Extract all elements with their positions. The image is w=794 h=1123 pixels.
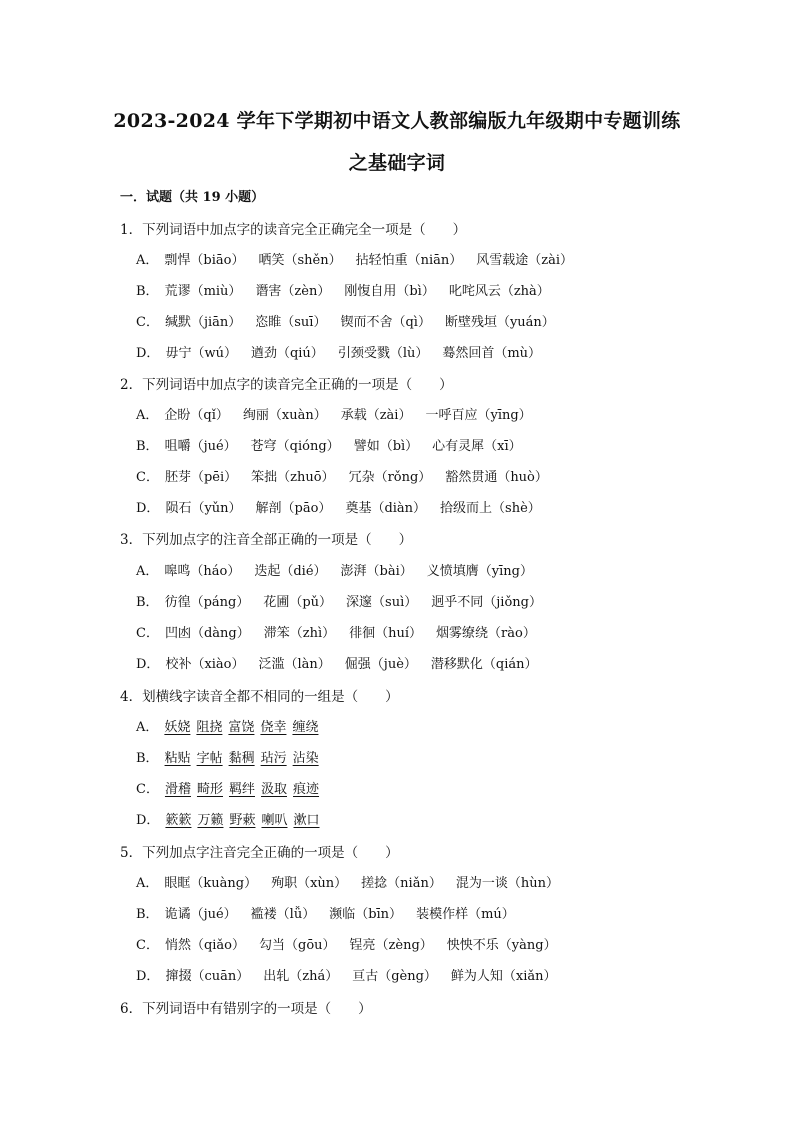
question-2-option-a: A． 企盼（qǐ） 绚丽（xuàn） 承载（zài） 一呼百应（yīng） xyxy=(136,408,532,423)
question-3-option-a: A． 嗥鸣（háo） 迭起（dié） 澎湃（bài） 义愤填膺（yīng） xyxy=(136,564,533,579)
question-4-option-c: C． 滑稽 畸形 羁绊 汲取 痕迹 xyxy=(136,782,320,797)
question-1-option-a: A． 剽悍（biāo） 哂笑（shěn） 拈轻怕重（niān） 风雪载途（zài） xyxy=(136,253,573,268)
question-3-option-c: C． 凹凼（dàng） 滞笨（zhì） 徘徊（huí） 烟雾缭绕（rào） xyxy=(136,626,536,641)
question-1-stem: 1．下列词语中加点字的读音完全正确完全一项是（ ） xyxy=(120,222,467,238)
question-1-option-b: B． 荒谬（miù） 谮害（zèn） 刚愎自用（bì） 叱咤风云（zhà） xyxy=(136,284,550,299)
question-1-option-c: C． 缄默（jiān） 恣睢（suī） 锲而不舍（qì） 断壁残垣（yuán） xyxy=(136,315,555,330)
question-4-option-b: B． 粘贴 字帖 黏稠 玷污 沾染 xyxy=(136,751,319,766)
section-heading: 一．试题（共 19 小题） xyxy=(120,190,265,205)
question-4-option-a: A． 妖娆 阻挠 富饶 侥幸 缠绕 xyxy=(136,720,319,735)
question-4-stem: 4．划横线字读音全都不相同的一组是（ ） xyxy=(120,689,399,705)
question-5-option-a: A． 眼眶（kuàng） 殉职（xùn） 搓捻（niǎn） 混为一谈（hùn） xyxy=(136,876,559,891)
question-2-option-b: B． 咀嚼（jué） 苍穹（qióng） 譬如（bì） 心有灵犀（xī） xyxy=(136,439,522,454)
question-5-option-c: C． 悄然（qiǎo） 勾当（gōu） 锃亮（zèng） 怏怏不乐（yàng） xyxy=(136,938,557,953)
question-2-option-d: D． 陨石（yǔn） 解剖（pāo） 奠基（diàn） 拾级而上（shè） xyxy=(136,501,541,516)
question-6-stem: 6．下列词语中有错别字的一项是（ ） xyxy=(120,1001,372,1017)
document-title-line2: 之基础字词 xyxy=(348,152,446,174)
question-5-option-d: D． 撺掇（cuān） 出轧（zhá） 亘古（gèng） 鲜为人知（xiǎn） xyxy=(136,969,557,984)
question-4-option-d: D． 簌簌 万籁 野蔌 喇叭 漱口 xyxy=(136,813,320,828)
question-2-stem: 2．下列词语中加点字的读音完全正确的一项是（ ） xyxy=(120,377,453,393)
question-2-option-c: C． 胚芽（pēi） 笨拙（zhuō） 冗杂（rǒng） 豁然贯通（huò） xyxy=(136,470,548,485)
question-3-stem: 3．下列加点字的注音全部正确的一项是（ ） xyxy=(120,532,413,548)
question-5-option-b: B． 诡谲（jué） 褴褛（lǚ） 濒临（bīn） 装模作样（mú） xyxy=(136,907,515,922)
question-1-option-d: D． 毋宁（wú） 遒劲（qiú） 引颈受戮（lù） 蓦然回首（mù） xyxy=(136,346,542,361)
question-3-option-d: D． 校补（xiào） 泛滥（làn） 倔强（juè） 潜移默化（qián） xyxy=(136,657,538,672)
question-3-option-b: B． 彷徨（páng） 花圃（pǔ） 深邃（suì） 迥乎不同（jiǒng） xyxy=(136,595,542,610)
document-title-line1: 2023-2024 学年下学期初中语文人教部编版九年级期中专题训练 xyxy=(113,110,681,132)
question-5-stem: 5．下列加点字注音完全正确的一项是（ ） xyxy=(120,845,399,861)
